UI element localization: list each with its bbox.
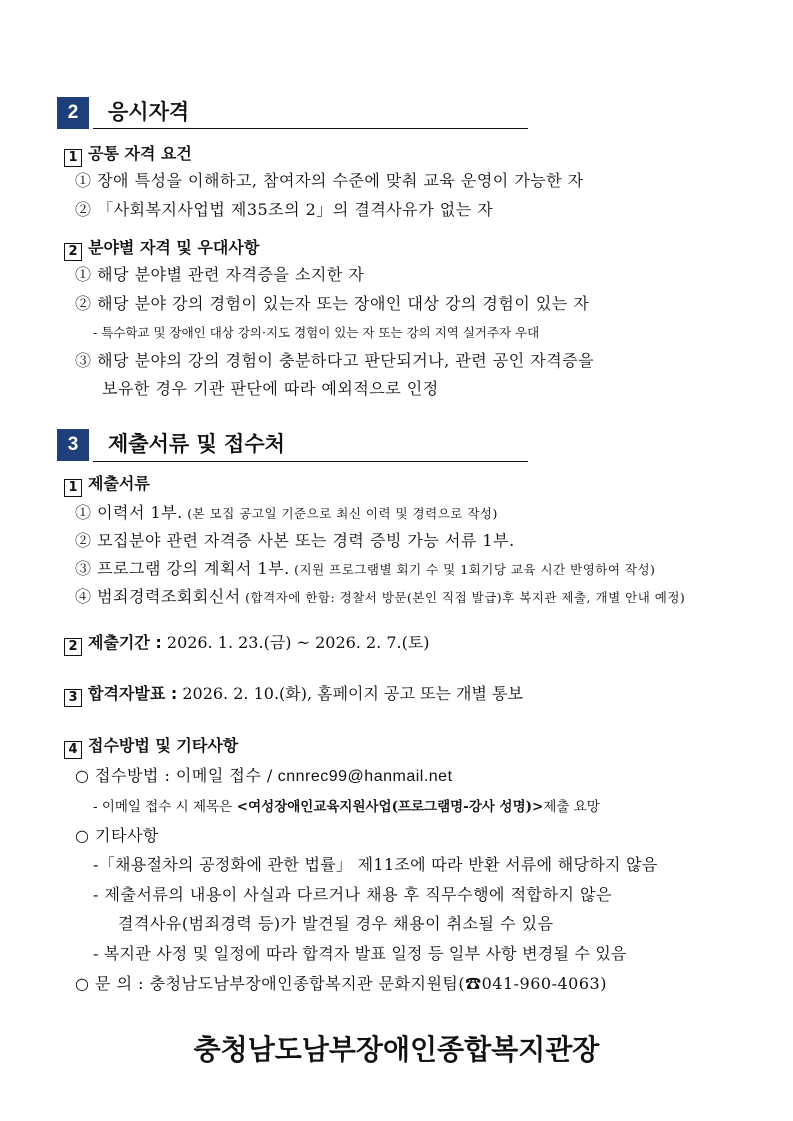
email-title-note-prefix: - 이메일 접수 시 제목은: [93, 799, 233, 815]
list-item: ① 해당 분야별 관련 자격증을 소지한 자: [75, 265, 365, 284]
section-divider: [93, 461, 528, 462]
subsection-number-box: 4: [64, 741, 82, 759]
subsection-title: 제출기간 :: [88, 633, 162, 652]
list-item: [75, 502, 498, 525]
document-note: (합격자에 한함: 경찰서 방문(본인 직접 발급)후 복지관 제출, 개별 안내 예정): [240, 590, 686, 605]
document-name: ① 이력서 1부.: [75, 503, 183, 522]
list-item: [75, 558, 655, 581]
subsection-heading: [64, 473, 150, 497]
subsection-title: 분야별 자격 및 우대사항: [88, 238, 260, 257]
list-item: - 제출서류의 내용이 사실과 다르거나 채용 후 직무수행에 적합하지 않은: [93, 885, 612, 904]
subsection-heading: [64, 735, 238, 759]
list-note: - 특수학교 및 장애인 대상 강의·지도 경험이 있는 자 또는 강의 지역 실거주자 우대: [93, 325, 540, 340]
subsection-number-box: 3: [64, 689, 82, 707]
document-name: ④ 범죄경력조회회신서: [75, 587, 241, 606]
email-title-format: <여성장애인교육지원사업(프로그램명-강사 성명)>: [232, 799, 544, 815]
section-number: 2: [57, 97, 89, 129]
list-item: ② 해당 분야 강의 경험이 있는자 또는 장애인 대상 강의 경험이 있는 자: [75, 294, 590, 313]
list-item-continuation: 결격사유(범죄경력 등)가 발견될 경우 채용이 취소될 수 있음: [118, 914, 554, 933]
document-note: (지원 프로그램별 회기 수 및 1회기당 교육 시간 반영하여 작성): [289, 562, 656, 577]
subsection-number-box: 1: [64, 149, 82, 167]
email-title-note-suffix: 제출 요망: [543, 799, 600, 815]
subsection-heading: [64, 237, 259, 261]
subsection-title: 공통 자격 요건: [88, 144, 192, 163]
issuer-name: 충청남도남부장애인종합복지관장: [193, 1033, 600, 1066]
etc-label: ○ 기타사항: [75, 826, 159, 845]
section-number: 3: [57, 429, 89, 461]
email-address: cnnrec99@hanmail.net: [272, 768, 453, 785]
section-title: 응시자격: [108, 100, 190, 124]
inquiry-label: ○ 문 의 :: [75, 974, 145, 993]
list-item: ② 「사회복지사업법 제35조의 2」의 결격사유가 없는 자: [75, 200, 494, 219]
list-item: -「채용절차의 공정화에 관한 법률」 제11조에 따라 반환 서류에 해당하지 않음: [93, 855, 658, 874]
submission-period: [64, 632, 430, 656]
document-note: (본 모집 공고일 기준으로 최신 이력 및 경력으로 작성): [182, 506, 498, 521]
section-divider: [93, 128, 528, 129]
list-item-continuation: 보유한 경우 기관 판단에 따라 예외적으로 인정: [102, 379, 439, 398]
list-item: ③ 해당 분야의 강의 경험이 충분하다고 판단되거나, 관련 공인 자격증을: [75, 351, 595, 370]
document-name: ② 모집분야 관련 자격증 사본 또는 경력 증빙 가능 서류 1부.: [75, 531, 515, 550]
subsection-number-box: 2: [64, 638, 82, 656]
subsection-number-box: 1: [64, 479, 82, 497]
subsection-title: 합격자발표 :: [88, 684, 178, 703]
subsection-title: 접수방법 및 기타사항: [88, 736, 239, 755]
list-item: [75, 586, 685, 609]
section-title: 제출서류 및 접수처: [108, 432, 285, 456]
result-announcement-value: 2026. 2. 10.(화), 홈페이지 공고 또는 개별 통보: [177, 684, 523, 703]
subsection-heading: [64, 143, 192, 167]
submission-method: [75, 765, 453, 788]
list-item: - 복지관 사정 및 일정에 따라 합격자 발표 일정 등 일부 사항 변경될 수 있음: [93, 944, 627, 963]
list-item: [75, 530, 515, 552]
inquiry-value: 충청남도남부장애인종합복지관 문화지원팀(☎041-960-4063): [144, 974, 607, 993]
submission-method-label: ○ 접수방법 : 이메일 접수 /: [75, 766, 273, 785]
subsection-number-box: 2: [64, 243, 82, 261]
inquiry: [75, 973, 607, 995]
list-item: ① 장애 특성을 이해하고, 참여자의 수준에 맞춰 교육 운영이 가능한 자: [75, 171, 584, 190]
submission-period-value: 2026. 1. 23.(금) ~ 2026. 2. 7.(토): [161, 633, 430, 652]
document-name: ③ 프로그램 강의 계획서 1부.: [75, 559, 290, 578]
email-title-note: [93, 797, 600, 817]
result-announcement: [64, 683, 523, 707]
subsection-title: 제출서류: [88, 474, 150, 493]
